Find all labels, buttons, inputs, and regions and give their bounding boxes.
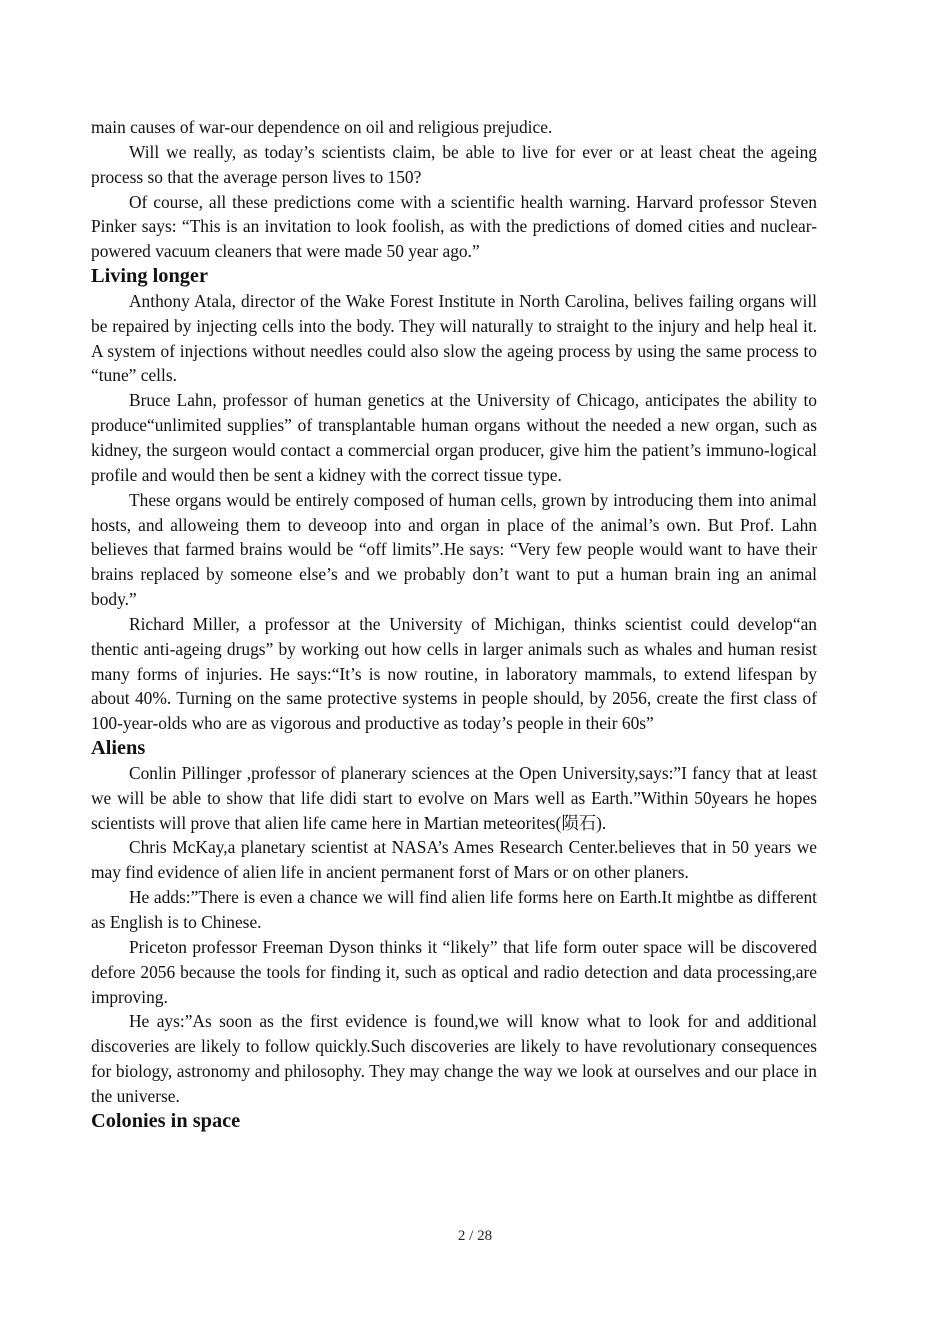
paragraph-dyson: Priceton professor Freeman Dyson thinks it “likely” that life form outer space will be discovered defore 2056 because the tools for finding it, such as optical and radio detection and data processing,are improving. (91, 936, 817, 1007)
section-heading-colonies: Colonies in space (91, 1109, 241, 1132)
paragraph-organs: These organs would be entirely composed of human cells, grown by introducing them into animal hosts, and alloweing them to deveoop into and organ in place of the animal’s own. But Prof. Lahn believes that farmed brains would be “off limits”.He says: “Very few people would want to have their brains replaced by someone else’s and we probably don’t want to put a human brain ing an animal body.” (91, 489, 817, 610)
section-heading-aliens: Aliens (91, 737, 146, 760)
paragraph-pillinger: Conlin Pillinger ,professor of planerary sciences at the Open University,says:”I fancy that at least we will be able to show that life didi start to evolve on Mars well as Earth.”Within 50years he hopes scientists will prove that alien life came here in Martian meteorites(陨石). (91, 762, 817, 833)
section-heading-living-longer: Living longer (91, 265, 208, 288)
paragraph-lahn: Bruce Lahn, professor of human genetics at the University of Chicago, anticipates the ability to produce“unlimited supplies” of transplantable human organs without the needed a new organ, such as kidney, the surgeon would contact a commercial organ producer, give him the patient’s immuno-logical profile and would then be sent a kidney with the correct tissue type. (91, 390, 817, 485)
paragraph-war-causes: main causes of war-our dependence on oil and religious prejudice. (91, 117, 553, 137)
paragraph-health-warning: Of course, all these predictions come with a scientific health warning. Harvard professor Steven Pinker says: “This is an invitation to look foolish, as with the predictions of domed cities and nuclear-powered vacuum cleaners that were made 50 year ago.” (91, 191, 817, 262)
page-number: 2 / 28 (457, 1228, 493, 1244)
paragraph-atala: Anthony Atala, director of the Wake Forest Institute in North Carolina, belives failing organs will be repaired by injecting cells into the body. They will naturally to straight to the injury and help heal it. A system of injections without needles could also slow the ageing process by using the same process to “tune” cells. (91, 290, 817, 386)
paragraph-mckay: Chris McKay,a planetary scientist at NASA’s Ames Research Center.believes that in 50 years we may find evidence of alien life in ancient permanent forst of Mars or on other planers. (91, 837, 817, 883)
paragraph-miller: Richard Miller, a professor at the University of Michigan, thinks scientist could develop“an thentic anti-ageing drugs” by working out how cells in larger animals such as whales and human resist many forms of injuries. He says:“It’s is now routine, in laboratory mammals, to extend lifespan by about 40%. Turning on the same protective systems in people should, by 2056, create the first class of 100-year-olds who are as vigorous and productive as today’s people in their 60s” (91, 613, 817, 734)
paragraph-discoveries: He ays:”As soon as the first evidence is found,we will know what to look for and additional discoveries are likely to follow quickly.Such discoveries are likely to have revolutionary consequences for biology, astronomy and philosophy. They may change the way we look at ourselves and our place in the universe. (91, 1011, 817, 1106)
paragraph-alien-earth: He adds:”There is even a chance we will find alien life forms here on Earth.It mightbe as different as English is to Chinese. (91, 887, 817, 932)
paragraph-live-forever: Will we really, as today’s scientists claim, be able to live for ever or at least cheat the ageing process so that the average person lives to 150? (91, 141, 817, 187)
document-page (91, 115, 817, 1134)
